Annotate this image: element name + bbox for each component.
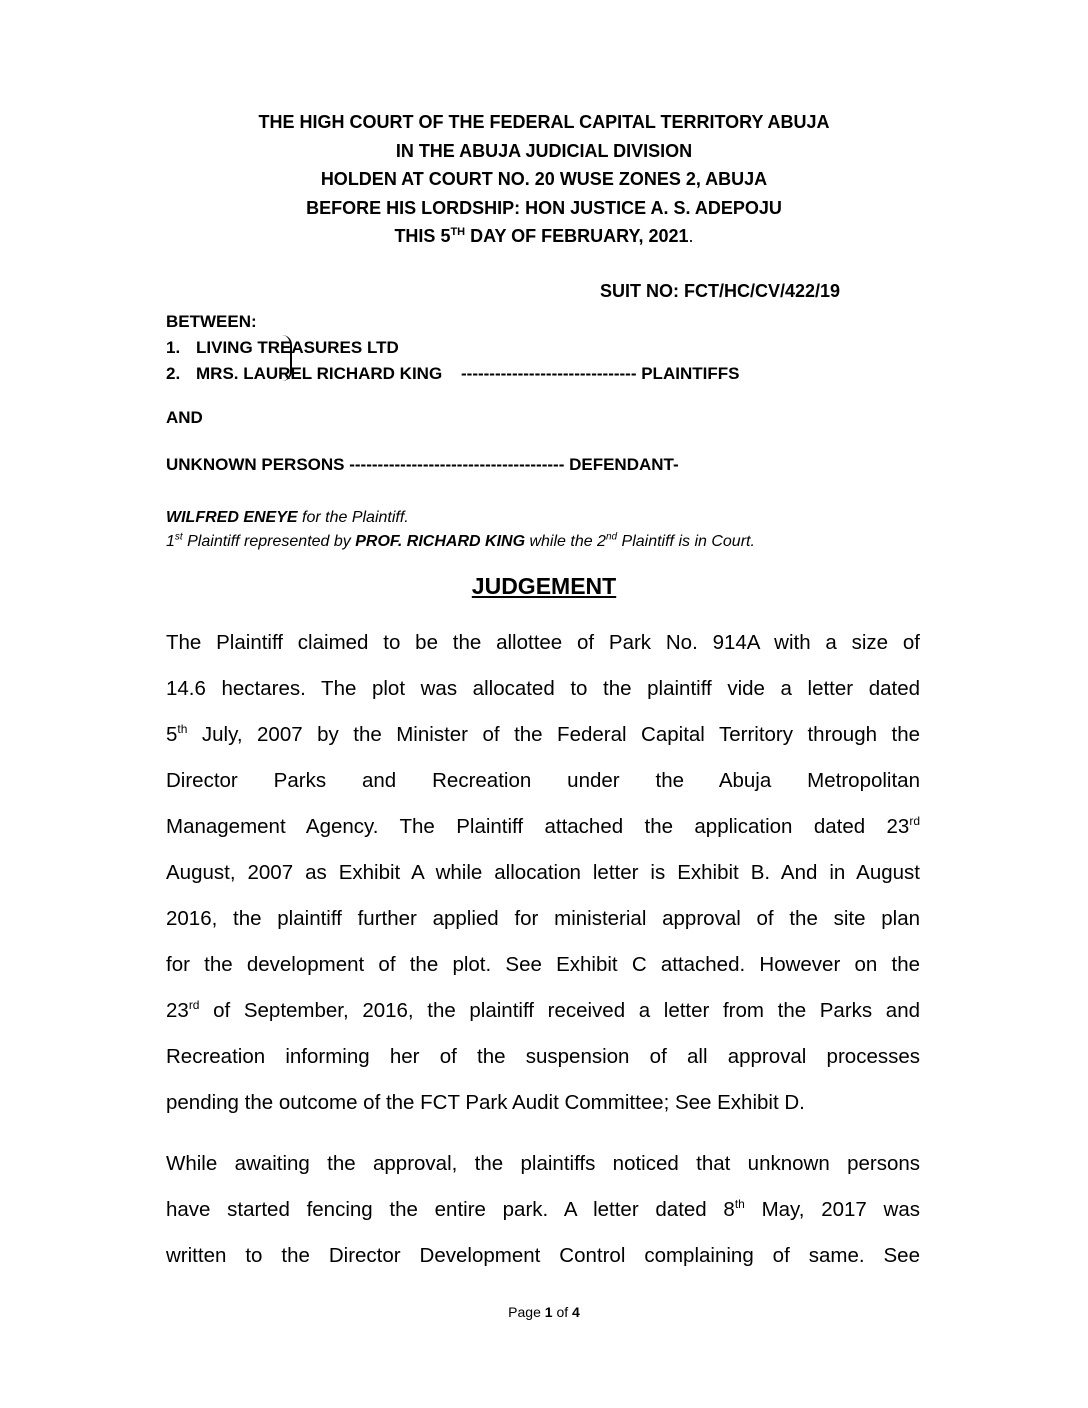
page-number: 1 bbox=[544, 1304, 553, 1320]
between-label: BETWEEN: bbox=[166, 312, 257, 331]
paragraph-line: for the development of the plot. See Exhibit C attached. However on the bbox=[166, 953, 920, 976]
page-total: 4 bbox=[572, 1304, 580, 1320]
plaintiffs-brace bbox=[280, 335, 292, 381]
and-label: AND bbox=[166, 408, 203, 427]
paragraph-line: pending the outcome of the FCT Park Audit Committee; See Exhibit D. bbox=[166, 1091, 805, 1114]
defendant-line: UNKNOWN PERSONS -------------------------------------- DEFENDANT- bbox=[166, 455, 679, 474]
paragraph-line: 2016, the plaintiff further applied for ministerial approval of the site plan bbox=[166, 907, 920, 930]
page-footer: Page 1 of 4 bbox=[508, 1304, 580, 1320]
paragraph-1 bbox=[166, 620, 920, 1126]
plaintiff-1-name: LIVING TREASURES LTD bbox=[196, 338, 399, 357]
paragraph-line: 5th July, 2007 by the Minister of the Federal Capital Territory through the bbox=[166, 722, 920, 746]
paragraph-line: While awaiting the approval, the plaintiffs noticed that unknown persons bbox=[166, 1152, 920, 1175]
court-location: HOLDEN AT COURT NO. 20 WUSE ZONES 2, ABUJA bbox=[320, 169, 768, 189]
counsel-name: WILFRED ENEYE bbox=[166, 509, 298, 526]
court-name: THE HIGH COURT OF THE FEDERAL CAPITAL TERRITORY ABUJA bbox=[258, 112, 830, 132]
paragraph-line: Director Parks and Recreation under the Abuja Metropolitan bbox=[166, 769, 920, 792]
suit-number: SUIT NO: FCT/HC/CV/422/19 bbox=[600, 281, 841, 301]
plaintiff-2: 2. MRS. LAUREL RICHARD KING ------------------------------- PLAINTIFFS bbox=[166, 361, 926, 387]
plaintiffs-label: ------------------------------- PLAINTIFFS bbox=[461, 364, 740, 383]
paragraph-line: have started fencing the entire park. A letter dated 8th May, 2017 was bbox=[166, 1197, 920, 1221]
counsel-appearance: WILFRED ENEYE for the Plaintiff. bbox=[166, 509, 409, 526]
judicial-division: IN THE ABUJA JUDICIAL DIVISION bbox=[395, 140, 693, 161]
paragraph-2 bbox=[166, 1141, 920, 1279]
judgement-date: THIS 5TH DAY OF FEBRUARY, 2021. bbox=[394, 226, 694, 246]
paragraph-line: written to the Director Development Control complaining of same. See bbox=[166, 1244, 920, 1267]
paragraph-line: 23rd of September, 2016, the plaintiff received a letter from the Parks and bbox=[166, 998, 920, 1022]
judgement-title: JUDGEMENT bbox=[471, 573, 617, 599]
plaintiff-2-name: MRS. LAUREL RICHARD KING bbox=[196, 364, 443, 383]
paragraph-line: Recreation informing her of the suspension of all approval processes bbox=[166, 1045, 920, 1068]
plaintiff-1: 1. LIVING TREASURES LTD bbox=[166, 338, 399, 357]
party-representation: 1st Plaintiff represented by PROF. RICHARD KING while the 2nd Plaintiff is in Court. bbox=[166, 531, 755, 550]
paragraph-line: Management Agency. The Plaintiff attached the application dated 23rd bbox=[166, 814, 920, 838]
court-header bbox=[168, 108, 920, 251]
representative-name: PROF. RICHARD KING bbox=[355, 533, 526, 550]
paragraph-line: The Plaintiff claimed to be the allottee of Park No. 914A with a size of bbox=[166, 631, 920, 654]
paragraph-line: 14.6 hectares. The plot was allocated to the plaintiff vide a letter dated bbox=[166, 677, 920, 700]
paragraph-line: August, 2007 as Exhibit A while allocation letter is Exhibit B. And in August bbox=[166, 861, 920, 884]
appearances bbox=[166, 506, 755, 554]
presiding-judge: BEFORE HIS LORDSHIP: HON JUSTICE A. S. ADEPOJU bbox=[306, 197, 782, 218]
